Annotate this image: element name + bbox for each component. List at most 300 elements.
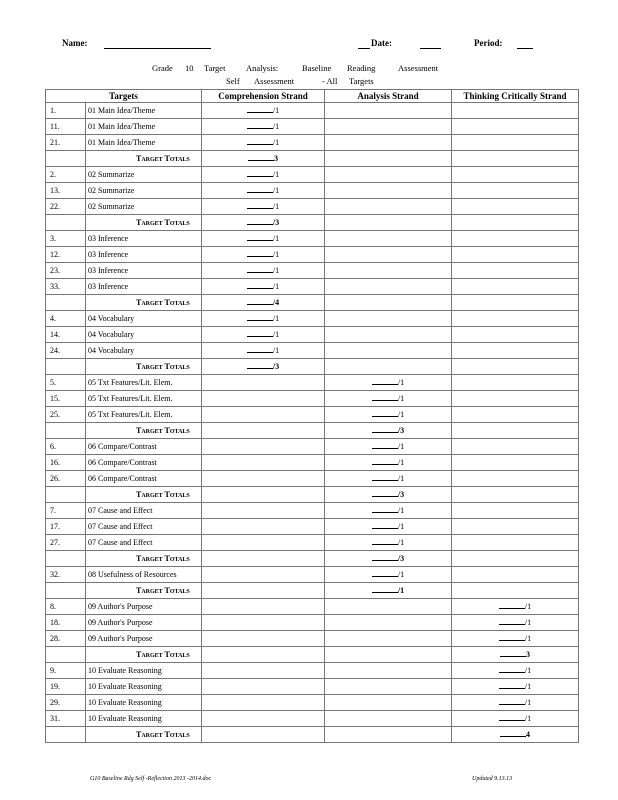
score-denominator: /1 (524, 714, 532, 723)
totals-spacer-cell (46, 583, 86, 599)
score-cell[interactable] (202, 135, 325, 151)
score-blank-line[interactable] (372, 567, 398, 577)
empty-strand-cell (325, 647, 452, 663)
empty-strand-cell (452, 167, 579, 183)
score-blank-line[interactable] (247, 295, 273, 305)
footer-updated: Updated 9.13.13 (472, 776, 513, 782)
score-denominator: /1 (397, 570, 405, 579)
empty-strand-cell (452, 199, 579, 215)
column-header-thinking-critically: Thinking Critically Strand (452, 90, 579, 103)
empty-strand-cell (452, 359, 579, 375)
table-row (46, 167, 579, 183)
table-row (46, 567, 579, 583)
totals-label-cell: Target Totals (86, 215, 202, 231)
empty-strand-cell (452, 551, 579, 567)
empty-strand-cell (452, 439, 579, 455)
score-blank-line[interactable] (372, 407, 398, 417)
period-label: Period: (474, 38, 503, 48)
empty-strand-cell (325, 615, 452, 631)
empty-strand-cell (452, 103, 579, 119)
score-cell[interactable] (325, 487, 452, 503)
item-number-cell: 16. (46, 455, 86, 471)
empty-strand-cell (452, 183, 579, 199)
score-denominator: /1 (272, 234, 280, 243)
empty-strand-cell (202, 583, 325, 599)
empty-strand-cell (325, 679, 452, 695)
score-cell[interactable] (202, 359, 325, 375)
score-denominator: /1 (272, 330, 280, 339)
score-cell[interactable] (202, 327, 325, 343)
title-word: Analysis: (246, 63, 279, 73)
target-name-cell: 06 Compare/Contrast (86, 471, 202, 487)
score-denominator: /1 (397, 378, 405, 387)
empty-strand-cell (452, 567, 579, 583)
target-name-cell: 03 Inference (86, 231, 202, 247)
empty-strand-cell (452, 311, 579, 327)
score-denominator: /1 (524, 698, 532, 707)
score-cell[interactable] (325, 423, 452, 439)
empty-strand-cell (202, 391, 325, 407)
score-blank-line[interactable] (247, 199, 273, 209)
empty-strand-cell (202, 567, 325, 583)
target-name-cell: 07 Cause and Effect (86, 503, 202, 519)
score-denominator: /1 (397, 538, 405, 547)
score-cell[interactable] (202, 311, 325, 327)
score-cell[interactable] (202, 215, 325, 231)
score-blank-line[interactable] (372, 423, 398, 433)
empty-strand-cell (202, 615, 325, 631)
target-name-cell: 08 Usefulness of Resources (86, 567, 202, 583)
item-number-cell: 4. (46, 311, 86, 327)
empty-strand-cell (452, 263, 579, 279)
empty-strand-cell (325, 295, 452, 311)
name-blank-line[interactable] (104, 48, 211, 49)
score-blank-line[interactable] (372, 391, 398, 401)
score-blank-line[interactable] (247, 231, 273, 241)
totals-label-cell: Target Totals (86, 487, 202, 503)
empty-strand-cell (452, 375, 579, 391)
score-denominator: /1 (272, 282, 280, 291)
item-number-cell: 22. (46, 199, 86, 215)
totals-row (46, 487, 579, 503)
empty-strand-cell (452, 487, 579, 503)
item-number-cell: 33. (46, 279, 86, 295)
score-blank-line[interactable] (247, 103, 273, 113)
empty-strand-cell (202, 599, 325, 615)
item-number-cell: 12. (46, 247, 86, 263)
score-blank-line[interactable] (372, 535, 398, 545)
item-number-cell: 29. (46, 695, 86, 711)
table-row (46, 391, 579, 407)
table-row (46, 327, 579, 343)
empty-strand-cell (325, 663, 452, 679)
totals-row (46, 423, 579, 439)
score-denominator: /1 (397, 474, 405, 483)
score-blank-line[interactable] (247, 247, 273, 257)
empty-strand-cell (452, 295, 579, 311)
table-row (46, 375, 579, 391)
empty-strand-cell (202, 663, 325, 679)
table-row (46, 679, 579, 695)
score-blank-line[interactable] (499, 615, 525, 625)
empty-strand-cell (325, 167, 452, 183)
score-blank-line[interactable] (247, 167, 273, 177)
empty-strand-cell (202, 519, 325, 535)
empty-strand-cell (202, 375, 325, 391)
empty-strand-cell (325, 327, 452, 343)
score-denominator: /4 (272, 298, 280, 307)
score-denominator: /1 (397, 522, 405, 531)
item-number-cell: 3. (46, 231, 86, 247)
item-number-cell: 9. (46, 663, 86, 679)
score-blank-line[interactable] (247, 327, 273, 337)
score-denominator: /1 (397, 410, 405, 419)
table-row (46, 263, 579, 279)
target-name-cell: 10 Evaluate Reasoning (86, 695, 202, 711)
score-cell[interactable] (452, 695, 579, 711)
score-cell[interactable] (452, 727, 579, 743)
title-word: Assessment (254, 76, 295, 86)
item-number-cell: 13. (46, 183, 86, 199)
score-cell[interactable] (202, 263, 325, 279)
name-label: Name: (62, 38, 88, 48)
score-blank-line[interactable] (499, 663, 525, 673)
score-cell[interactable] (452, 599, 579, 615)
score-cell[interactable] (202, 247, 325, 263)
score-cell[interactable] (452, 679, 579, 695)
totals-label-cell: Target Totals (86, 423, 202, 439)
score-cell[interactable] (202, 231, 325, 247)
score-blank-line[interactable] (372, 487, 398, 497)
empty-strand-cell (325, 711, 452, 727)
score-blank-line[interactable] (372, 455, 398, 465)
score-cell[interactable] (325, 567, 452, 583)
target-name-cell: 05 Txt Features/Lit. Elem. (86, 407, 202, 423)
date-prefix-line (358, 48, 370, 49)
score-cell[interactable] (325, 535, 452, 551)
totals-spacer-cell (46, 647, 86, 663)
score-denominator: /1 (272, 314, 280, 323)
target-name-cell: 06 Compare/Contrast (86, 455, 202, 471)
empty-strand-cell (202, 711, 325, 727)
target-name-cell: 04 Vocabulary (86, 311, 202, 327)
score-denominator: /1 (272, 250, 280, 259)
item-number-cell: 23. (46, 263, 86, 279)
score-blank-line[interactable] (499, 599, 525, 609)
score-blank-line[interactable] (247, 263, 273, 273)
totals-row (46, 647, 579, 663)
empty-strand-cell (452, 135, 579, 151)
target-name-cell: 10 Evaluate Reasoning (86, 663, 202, 679)
score-cell[interactable] (202, 103, 325, 119)
score-denominator: /3 (397, 426, 405, 435)
empty-strand-cell (325, 695, 452, 711)
totals-spacer-cell (46, 423, 86, 439)
item-number-cell: 28. (46, 631, 86, 647)
empty-strand-cell (202, 487, 325, 503)
target-name-cell: 01 Main Idea/Theme (86, 119, 202, 135)
empty-strand-cell (202, 439, 325, 455)
table-row (46, 631, 579, 647)
empty-strand-cell (325, 151, 452, 167)
item-number-cell: 15. (46, 391, 86, 407)
target-name-cell: 05 Txt Features/Lit. Elem. (86, 375, 202, 391)
title-word: Targets (349, 76, 374, 86)
totals-spacer-cell (46, 551, 86, 567)
score-blank-line[interactable] (499, 679, 525, 689)
empty-strand-cell (452, 215, 579, 231)
empty-strand-cell (452, 471, 579, 487)
score-blank-line[interactable] (500, 727, 526, 737)
totals-label-cell: Target Totals (86, 359, 202, 375)
table-row (46, 199, 579, 215)
table-row (46, 599, 579, 615)
score-denominator: /1 (524, 666, 532, 675)
score-cell[interactable] (452, 615, 579, 631)
score-cell[interactable] (202, 199, 325, 215)
item-number-cell: 7. (46, 503, 86, 519)
score-blank-line[interactable] (247, 311, 273, 321)
score-cell[interactable] (325, 407, 452, 423)
table-row (46, 519, 579, 535)
score-denominator: /1 (272, 202, 280, 211)
empty-strand-cell (202, 407, 325, 423)
score-blank-line[interactable] (247, 215, 273, 225)
title-word: - All (322, 76, 338, 86)
score-blank-line[interactable] (372, 519, 398, 529)
empty-strand-cell (452, 455, 579, 471)
target-name-cell: 07 Cause and Effect (86, 535, 202, 551)
score-blank-line[interactable] (499, 695, 525, 705)
score-blank-line[interactable] (248, 151, 274, 161)
empty-strand-cell (202, 535, 325, 551)
title-word: Baseline (302, 63, 332, 73)
empty-strand-cell (452, 119, 579, 135)
score-cell[interactable] (452, 663, 579, 679)
score-denominator: /1 (272, 266, 280, 275)
column-header-targets: Targets (46, 90, 202, 103)
score-denominator: 3 (274, 154, 279, 163)
target-name-cell: 04 Vocabulary (86, 343, 202, 359)
totals-row (46, 551, 579, 567)
score-blank-line[interactable] (372, 471, 398, 481)
score-cell[interactable] (452, 711, 579, 727)
empty-strand-cell (325, 215, 452, 231)
target-name-cell: 09 Author's Purpose (86, 599, 202, 615)
table-row (46, 455, 579, 471)
empty-strand-cell (325, 359, 452, 375)
empty-strand-cell (325, 103, 452, 119)
totals-spacer-cell (46, 727, 86, 743)
empty-strand-cell (325, 247, 452, 263)
score-denominator: /1 (524, 634, 532, 643)
empty-strand-cell (202, 647, 325, 663)
totals-label-cell: Target Totals (86, 647, 202, 663)
score-denominator: /1 (272, 346, 280, 355)
score-cell[interactable] (202, 167, 325, 183)
target-name-cell: 02 Summarize (86, 167, 202, 183)
empty-strand-cell (325, 311, 452, 327)
score-denominator: /1 (524, 682, 532, 691)
title-word: 10 (185, 63, 194, 73)
score-denominator: /1 (397, 442, 405, 451)
table-row (46, 279, 579, 295)
totals-row (46, 727, 579, 743)
score-denominator: /1 (397, 506, 405, 515)
empty-strand-cell (452, 343, 579, 359)
totals-label-cell: Target Totals (86, 583, 202, 599)
score-cell[interactable] (325, 519, 452, 535)
item-number-cell: 11. (46, 119, 86, 135)
target-name-cell: 01 Main Idea/Theme (86, 135, 202, 151)
score-blank-line[interactable] (247, 279, 273, 289)
item-number-cell: 14. (46, 327, 86, 343)
table-row (46, 247, 579, 263)
score-blank-line[interactable] (247, 183, 273, 193)
table-row (46, 535, 579, 551)
table-row (46, 471, 579, 487)
item-number-cell: 6. (46, 439, 86, 455)
item-number-cell: 27. (46, 535, 86, 551)
score-denominator: /1 (524, 602, 532, 611)
score-blank-line[interactable] (372, 583, 398, 593)
table-row (46, 663, 579, 679)
table-row (46, 695, 579, 711)
empty-strand-cell (452, 583, 579, 599)
empty-strand-cell (202, 695, 325, 711)
empty-strand-cell (452, 279, 579, 295)
score-blank-line[interactable] (372, 551, 398, 561)
score-cell[interactable] (325, 503, 452, 519)
totals-label-cell: Target Totals (86, 551, 202, 567)
score-denominator: /1 (272, 138, 280, 147)
totals-row (46, 151, 579, 167)
empty-strand-cell (452, 247, 579, 263)
empty-strand-cell (325, 263, 452, 279)
score-denominator: /1 (272, 122, 280, 131)
target-name-cell: 02 Summarize (86, 199, 202, 215)
score-cell[interactable] (202, 343, 325, 359)
empty-strand-cell (452, 151, 579, 167)
score-cell[interactable] (202, 279, 325, 295)
title-word: Self (226, 76, 240, 86)
item-number-cell: 21. (46, 135, 86, 151)
score-denominator: /3 (397, 490, 405, 499)
totals-spacer-cell (46, 359, 86, 375)
empty-strand-cell (452, 327, 579, 343)
score-denominator: /1 (524, 618, 532, 627)
empty-strand-cell (452, 423, 579, 439)
score-blank-line[interactable] (247, 343, 273, 353)
empty-strand-cell (202, 631, 325, 647)
score-denominator: /1 (272, 186, 280, 195)
empty-strand-cell (452, 231, 579, 247)
score-blank-line[interactable] (499, 631, 525, 641)
score-cell[interactable] (325, 375, 452, 391)
table-row (46, 439, 579, 455)
score-blank-line[interactable] (247, 359, 273, 369)
empty-strand-cell (202, 551, 325, 567)
item-number-cell: 2. (46, 167, 86, 183)
empty-strand-cell (202, 423, 325, 439)
score-cell[interactable] (325, 471, 452, 487)
score-blank-line[interactable] (372, 503, 398, 513)
item-number-cell: 19. (46, 679, 86, 695)
target-name-cell: 10 Evaluate Reasoning (86, 679, 202, 695)
score-cell[interactable] (202, 183, 325, 199)
score-blank-line[interactable] (247, 119, 273, 129)
totals-label-cell: Target Totals (86, 151, 202, 167)
score-cell[interactable] (325, 439, 452, 455)
date-blank-line[interactable] (420, 48, 441, 49)
target-name-cell: 03 Inference (86, 279, 202, 295)
score-denominator: /3 (397, 554, 405, 563)
totals-row (46, 583, 579, 599)
totals-label-cell: Target Totals (86, 727, 202, 743)
target-name-cell: 10 Evaluate Reasoning (86, 711, 202, 727)
table-row (46, 711, 579, 727)
score-cell[interactable] (325, 551, 452, 567)
score-denominator: /3 (272, 362, 280, 371)
column-header-comprehension: Comprehension Strand (202, 90, 325, 103)
score-blank-line[interactable] (372, 439, 398, 449)
score-cell[interactable] (325, 583, 452, 599)
table-row (46, 119, 579, 135)
score-cell[interactable] (325, 455, 452, 471)
score-cell[interactable] (202, 151, 325, 167)
target-name-cell: 09 Author's Purpose (86, 615, 202, 631)
totals-row (46, 215, 579, 231)
item-number-cell: 5. (46, 375, 86, 391)
totals-label-cell: Target Totals (86, 295, 202, 311)
item-number-cell: 1. (46, 103, 86, 119)
table-body (46, 103, 579, 743)
score-cell[interactable] (202, 119, 325, 135)
score-blank-line[interactable] (500, 647, 526, 657)
score-denominator: /1 (272, 106, 280, 115)
empty-strand-cell (325, 279, 452, 295)
table-row (46, 343, 579, 359)
empty-strand-cell (325, 135, 452, 151)
period-blank-line[interactable] (517, 48, 533, 49)
totals-spacer-cell (46, 295, 86, 311)
score-denominator: /3 (272, 218, 280, 227)
score-blank-line[interactable] (372, 375, 398, 385)
column-header-analysis: Analysis Strand (325, 90, 452, 103)
empty-strand-cell (325, 727, 452, 743)
item-number-cell: 31. (46, 711, 86, 727)
score-cell[interactable] (202, 295, 325, 311)
title-word: Target (204, 63, 226, 73)
table-row (46, 311, 579, 327)
footer-filename: G10 Baseline Rdg Self -Reflection 2013 -2014.doc (90, 776, 212, 782)
empty-strand-cell (452, 391, 579, 407)
empty-strand-cell (325, 631, 452, 647)
table-row (46, 503, 579, 519)
score-denominator: /1 (397, 394, 405, 403)
target-name-cell: 03 Inference (86, 263, 202, 279)
score-blank-line[interactable] (499, 711, 525, 721)
score-cell[interactable] (325, 391, 452, 407)
title-word: Reading (347, 63, 376, 73)
score-cell[interactable] (452, 647, 579, 663)
score-cell[interactable] (452, 631, 579, 647)
score-blank-line[interactable] (247, 135, 273, 145)
target-name-cell: 06 Compare/Contrast (86, 439, 202, 455)
empty-strand-cell (325, 343, 452, 359)
score-denominator: /1 (397, 458, 405, 467)
item-number-cell: 8. (46, 599, 86, 615)
